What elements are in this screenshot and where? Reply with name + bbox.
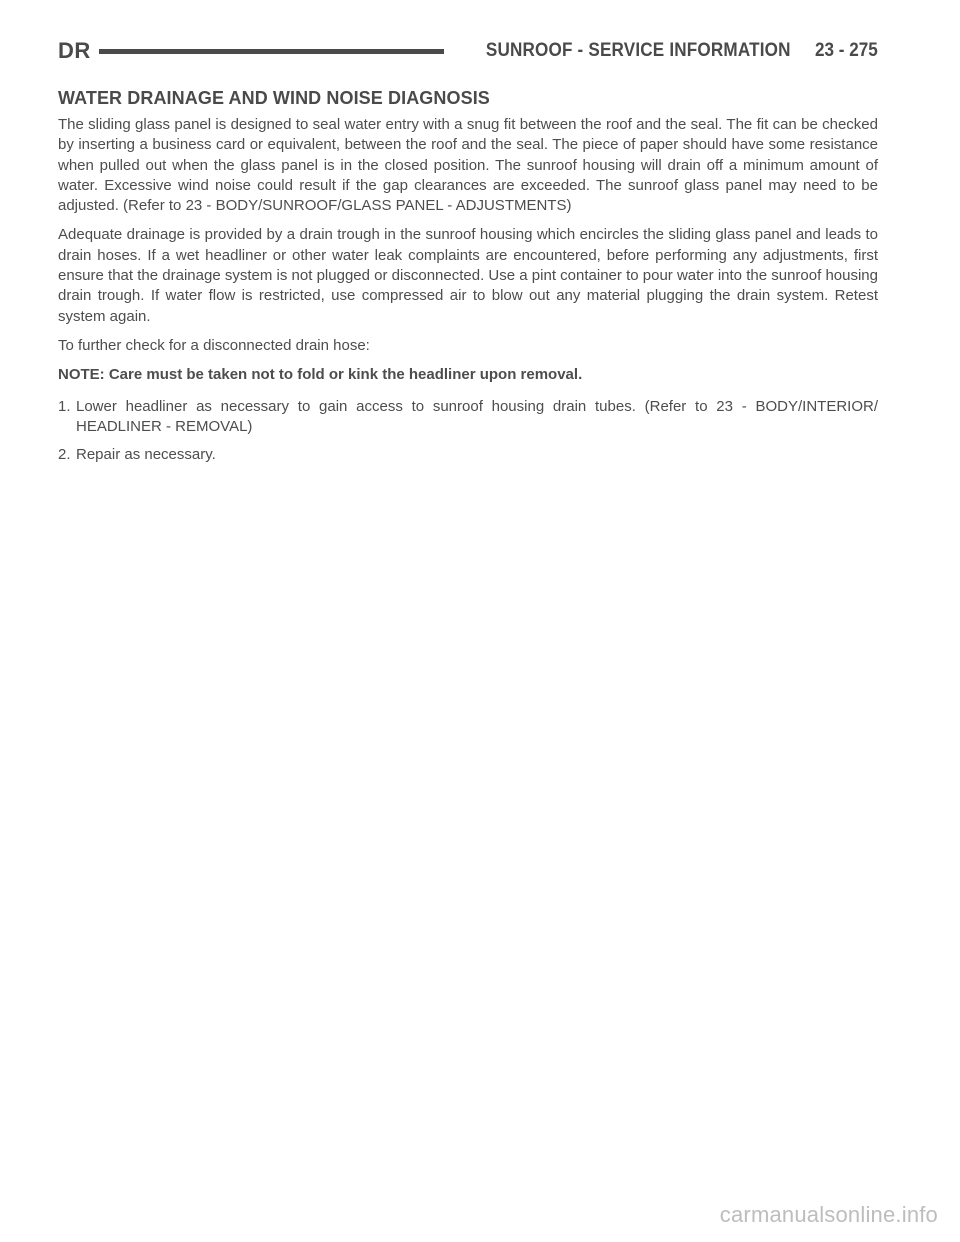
- note: NOTE: Care must be taken not to fold or kink the headliner upon removal.: [58, 366, 583, 384]
- step-item: [58, 445, 878, 465]
- step-number: 2.: [58, 446, 71, 464]
- article-title: WATER DRAINAGE AND WIND NOISE DIAGNOSIS: [58, 88, 490, 108]
- step-number: 1.: [58, 397, 71, 415]
- page-number: 23 - 275: [815, 40, 878, 61]
- paragraph-check-hose: To further check for a disconnected drain hose:: [58, 336, 370, 354]
- step-text: Lower headliner as necessary to gain access to sunroof housing drain tubes. (Refer to 23 - BODY/INTERIOR/ HEADLINER - REMOVAL): [76, 397, 878, 435]
- step-list: [58, 397, 878, 466]
- header-rule: [99, 49, 444, 54]
- step-item: [58, 397, 878, 438]
- step-text: Repair as necessary.: [76, 446, 216, 464]
- model-code: DR: [58, 38, 91, 63]
- page-header: [58, 36, 878, 66]
- section-title: SUNROOF - SERVICE INFORMATION: [485, 40, 791, 61]
- watermark: carmanualsonline.info: [719, 1202, 938, 1227]
- article-body: [58, 88, 878, 473]
- paragraph-drainage: Adequate drainage is provided by a drain trough in the sunroof housing which encircles the sliding glass panel and leads to drain hoses. If a wet headliner or other water leak complaints are encountered, before performing any adjustments, first ensure that the drainage system is not plugged or disconnected. Use a pint container to pour water into the sunroof housing drain trough. If water flow is restricted, use compressed air to blow out any material plugging the drain system. Retest system again.: [58, 226, 878, 325]
- paragraph-seal-fit: The sliding glass panel is designed to seal water entry with a snug fit between the roof and the seal. The fit can be checked by inserting a business card or equivalent, between the roof and the seal. The piece of paper should have some resistance when pulled out when the glass panel is in the closed position. The sunroof housing will drain off a minimum amount of water. Excessive wind noise could result if the gap clearances are exceeded. The sunroof glass panel may need to be adjusted. (Refer to 23 - BODY/SUNROOF/GLASS PANEL - ADJUSTMENTS): [58, 116, 878, 215]
